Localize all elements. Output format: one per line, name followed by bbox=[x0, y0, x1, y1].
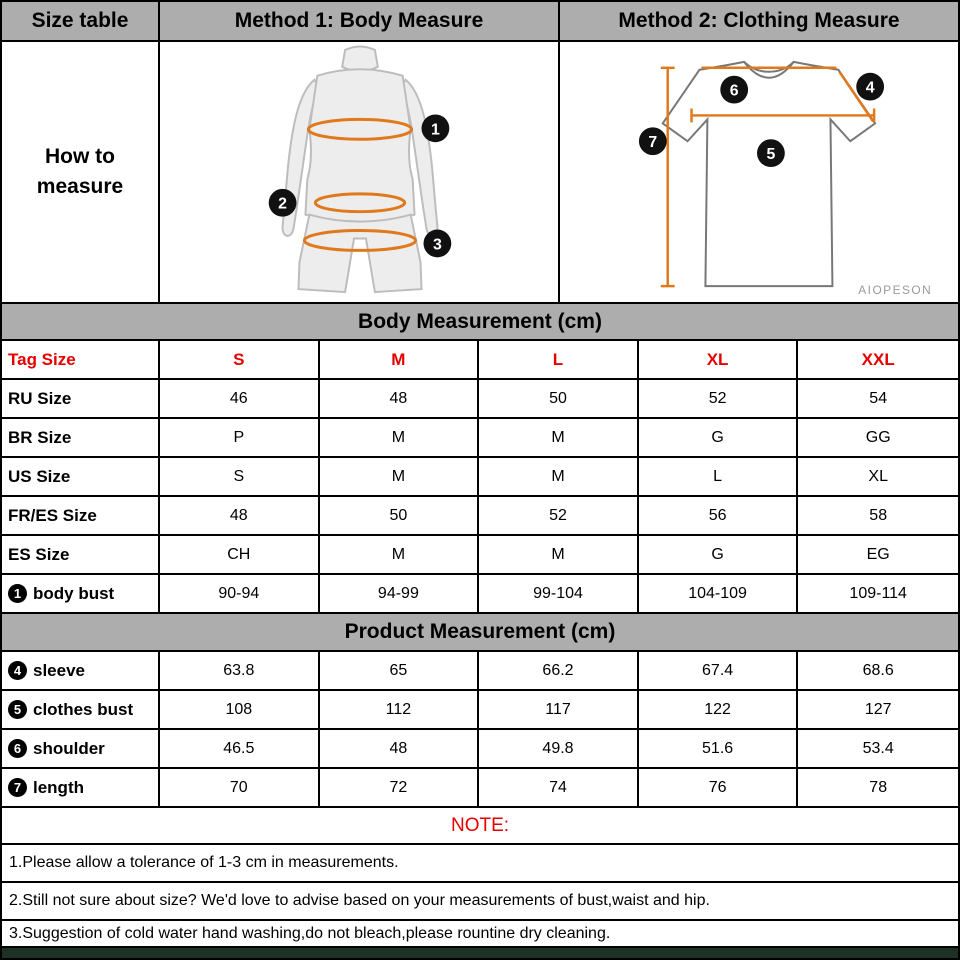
cell: XL bbox=[868, 467, 888, 485]
badge-5: 5 bbox=[766, 146, 776, 164]
cell: 67.4 bbox=[639, 652, 799, 689]
cell: G bbox=[639, 419, 799, 456]
table-row-sleeve bbox=[2, 652, 958, 691]
row-label-text: clothes bust bbox=[33, 699, 134, 719]
row-label-text: length bbox=[33, 777, 84, 797]
figure-shorts bbox=[298, 215, 421, 292]
figure-neck bbox=[342, 46, 378, 71]
cell: M bbox=[320, 458, 480, 495]
cell: 49.8 bbox=[479, 730, 639, 767]
tag-size-header: Tag Size bbox=[2, 341, 160, 378]
cell: 68.6 bbox=[862, 661, 894, 679]
cell: 104-109 bbox=[639, 575, 799, 612]
cell: 117 bbox=[479, 691, 639, 728]
table-row-ru-size bbox=[2, 380, 958, 419]
cell: 76 bbox=[639, 769, 799, 806]
row-label: ES Size bbox=[2, 536, 160, 573]
circled-number-icon: 5 bbox=[8, 700, 27, 719]
cell: 46 bbox=[160, 380, 320, 417]
circled-number-icon: 6 bbox=[8, 739, 27, 758]
col-header-l: L bbox=[479, 341, 639, 378]
row-label-text: shoulder bbox=[33, 738, 105, 758]
cell: 58 bbox=[869, 506, 888, 524]
table-row-clothes-bust bbox=[2, 691, 958, 730]
row-label bbox=[2, 769, 160, 806]
cell: CH bbox=[160, 536, 320, 573]
cell: M bbox=[320, 419, 480, 456]
table-row-us-size bbox=[2, 458, 958, 497]
cell: G bbox=[639, 536, 799, 573]
cell: GG bbox=[865, 428, 891, 446]
note-line-3: 3.Suggestion of cold water hand washing,do not bleach,please rountine dry cleaning. bbox=[2, 921, 958, 948]
badge-4: 4 bbox=[865, 79, 875, 97]
cell: M bbox=[479, 419, 639, 456]
table-row-shoulder bbox=[2, 730, 958, 769]
note-line-2: 2.Still not sure about size? We'd love to advise based on your measurements of bust,waist and hip. bbox=[2, 883, 958, 921]
badge-6: 6 bbox=[729, 82, 739, 100]
badge-2: 2 bbox=[278, 195, 288, 213]
cell: EG bbox=[866, 545, 890, 563]
cell: 70 bbox=[160, 769, 320, 806]
cell: 127 bbox=[864, 700, 892, 718]
cell: 72 bbox=[320, 769, 480, 806]
table-row-fres-size bbox=[2, 497, 958, 536]
cell: 51.6 bbox=[639, 730, 799, 767]
cell: 56 bbox=[639, 497, 799, 534]
note-line-1: 1.Please allow a tolerance of 1-3 cm in measurements. bbox=[2, 845, 958, 883]
how-to-measure-label: How to measure bbox=[2, 42, 160, 302]
table-row-br-size bbox=[2, 419, 958, 458]
col-header-s: S bbox=[160, 341, 320, 378]
col-header-xxl: XXL bbox=[861, 349, 895, 369]
cell: P bbox=[160, 419, 320, 456]
cell: L bbox=[639, 458, 799, 495]
tshirt-outline bbox=[663, 62, 875, 286]
header-method2: Method 2: Clothing Measure bbox=[618, 9, 900, 32]
bottom-strip bbox=[2, 948, 958, 958]
cell: 90-94 bbox=[160, 575, 320, 612]
cell: 122 bbox=[639, 691, 799, 728]
row-label bbox=[2, 575, 160, 612]
table-row-es-size bbox=[2, 536, 958, 575]
cell: 48 bbox=[320, 730, 480, 767]
illustration-row bbox=[2, 42, 958, 304]
row-label: BR Size bbox=[2, 419, 160, 456]
col-header-m: M bbox=[320, 341, 480, 378]
table-header-row bbox=[2, 341, 958, 380]
cell: 50 bbox=[479, 380, 639, 417]
tshirt-icon bbox=[560, 42, 958, 302]
cell: 52 bbox=[479, 497, 639, 534]
cell: 74 bbox=[479, 769, 639, 806]
row-label: US Size bbox=[2, 458, 160, 495]
row-label-text: body bust bbox=[33, 583, 115, 603]
row-label bbox=[2, 730, 160, 767]
cell: 46.5 bbox=[160, 730, 320, 767]
product-measurement-title: Product Measurement (cm) bbox=[2, 614, 958, 652]
badge-3: 3 bbox=[432, 236, 442, 254]
badge-7: 7 bbox=[648, 134, 658, 152]
body-measure-illustration bbox=[160, 42, 560, 302]
row-label: RU Size bbox=[2, 380, 160, 417]
clothing-measure-illustration bbox=[560, 42, 958, 302]
row-label bbox=[2, 691, 160, 728]
badge-1: 1 bbox=[430, 121, 440, 139]
body-figure-icon bbox=[160, 42, 558, 302]
row-label bbox=[2, 652, 160, 689]
cell: 108 bbox=[160, 691, 320, 728]
cell: 50 bbox=[320, 497, 480, 534]
row-label: FR/ES Size bbox=[2, 497, 160, 534]
cell: 66.2 bbox=[479, 652, 639, 689]
circled-number-icon: 4 bbox=[8, 661, 27, 680]
cell: 65 bbox=[320, 652, 480, 689]
top-header bbox=[2, 2, 958, 42]
cell: 99-104 bbox=[479, 575, 639, 612]
circled-number-icon: 7 bbox=[8, 778, 27, 797]
cell: 112 bbox=[320, 691, 480, 728]
header-size-table: Size table bbox=[2, 2, 160, 40]
cell: 109-114 bbox=[849, 584, 907, 602]
table-row-body-bust bbox=[2, 575, 958, 614]
cell: M bbox=[320, 536, 480, 573]
cell: 94-99 bbox=[320, 575, 480, 612]
cell: 48 bbox=[160, 497, 320, 534]
cell: 53.4 bbox=[862, 739, 894, 757]
col-header-xl: XL bbox=[639, 341, 799, 378]
row-label-text: sleeve bbox=[33, 660, 85, 680]
circled-number-icon: 1 bbox=[8, 584, 27, 603]
cell: S bbox=[160, 458, 320, 495]
header-method1: Method 1: Body Measure bbox=[160, 2, 560, 40]
cell: 63.8 bbox=[160, 652, 320, 689]
body-measurement-title: Body Measurement (cm) bbox=[2, 304, 958, 341]
cell: 54 bbox=[869, 389, 888, 407]
table-row-length bbox=[2, 769, 958, 808]
cell: 48 bbox=[320, 380, 480, 417]
cell: 52 bbox=[639, 380, 799, 417]
note-title: NOTE: bbox=[2, 808, 958, 845]
brand-label: AIOPESON bbox=[858, 283, 933, 298]
cell: M bbox=[479, 536, 639, 573]
cell: M bbox=[479, 458, 639, 495]
cell: 78 bbox=[869, 778, 888, 796]
